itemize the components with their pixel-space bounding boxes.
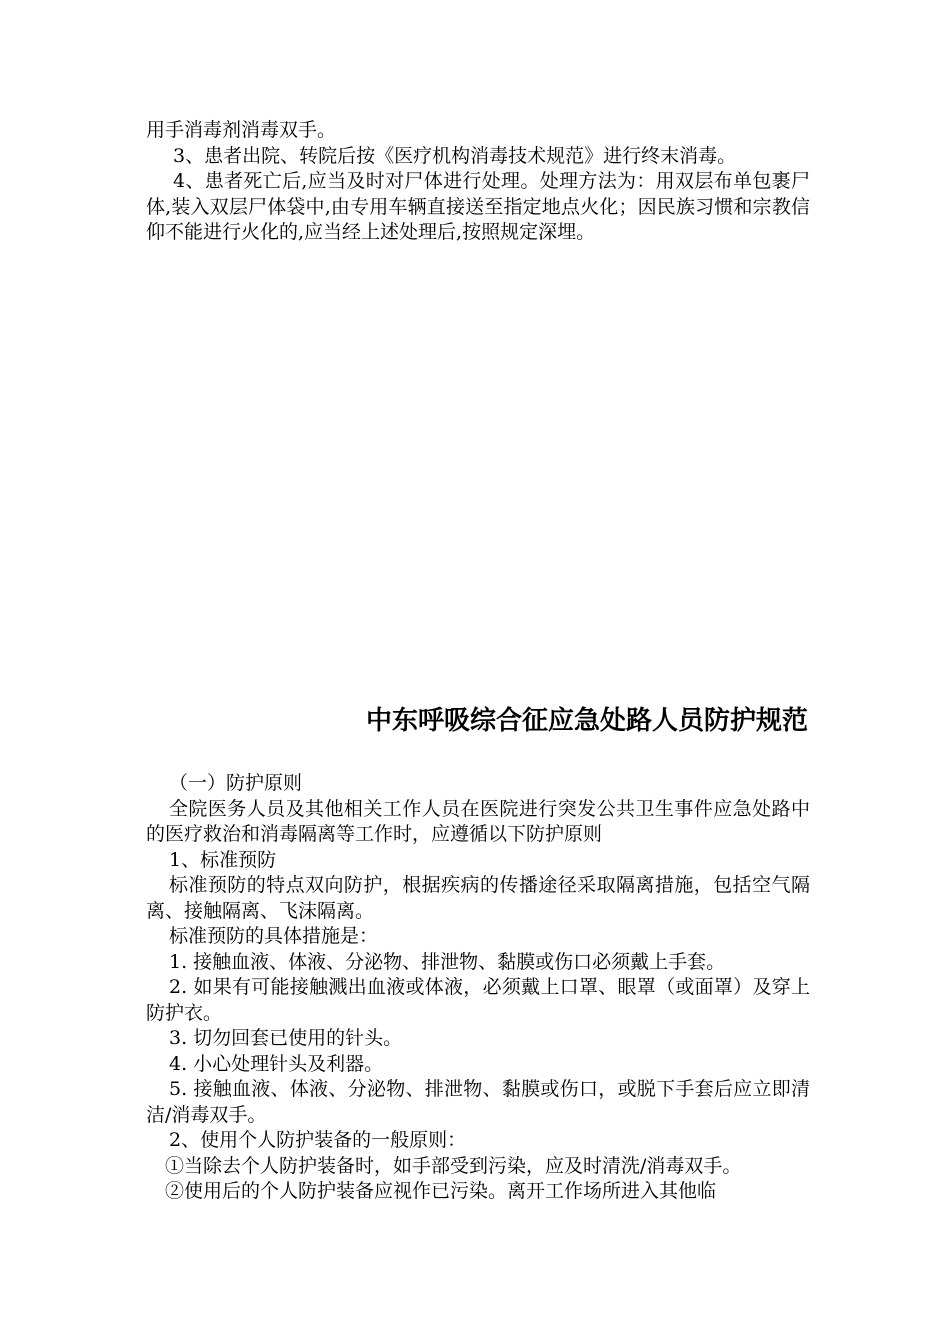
- list-item-needles: 3. 切勿回套已使用的针头。: [169, 1027, 403, 1049]
- paragraph-principles-intro: 全院医务人员及其他相关工作人员在医院进行突发公共卫生事件应急处路中的医疗救治和消毒隔离等工作时，应遵循以下防护原则: [146, 797, 810, 845]
- list-item-ppe-removal: ①当除去个人防护装备时，如手部受到污染，应及时清洗/消毒双手。: [165, 1154, 742, 1177]
- bottom-text-block: [146, 771, 810, 1205]
- top-text-block: [146, 118, 810, 246]
- list-item-hand-hygiene: 5. 接触血液、体液、分泌物、排泄物、黏膜或伤口，或脱下手套后应立即清洁/消毒双手。: [146, 1078, 810, 1126]
- list-item-ppe-contaminated: ②使用后的个人防护装备应视作已污染。离开工作场所进入其他临: [165, 1180, 717, 1202]
- heading-ppe-principles: 2、使用个人防护装备的一般原则：: [169, 1129, 467, 1151]
- paragraph-continuation: 用手消毒剂消毒双手。: [146, 119, 337, 141]
- paragraph-standard-precautions: 标准预防的特点双向防护，根据疾病的传播途径采取隔离措施，包括空气隔离、接触隔离、飞沫隔离。: [146, 874, 810, 922]
- list-item-gloves: 1. 接触血液、体液、分泌物、排泄物、黏膜或伤口必须戴上手套。: [169, 950, 726, 973]
- heading-protection-principles: （一）防护原则: [169, 772, 303, 794]
- paragraph-deceased-handling: 4、患者死亡后,应当及时对尸体进行处理。处理方法为：用双层布单包裹尸体,装入双层尸体袋中,由专用车辆直接送至指定地点火化；因民族习惯和宗教信仰不能进行火化的,应当经上述处理后,按照规定深埋。: [146, 170, 810, 243]
- paragraph-specific-measures: 标准预防的具体措施是：: [169, 925, 379, 947]
- section-title: 中东呼吸综合征应急处路人员防护规范: [365, 706, 808, 736]
- list-item-sharps: 4. 小心处理针头及利器。: [169, 1052, 384, 1075]
- list-item-mask-gown: 2. 如果有可能接触溅出血液或体液，必须戴上口罩、眼罩（或面罩）及穿上防护衣。: [146, 976, 810, 1024]
- heading-standard-precautions: 1、标准预防: [169, 848, 277, 871]
- paragraph-discharge-disinfection: 3、患者出院、转院后按《医疗机构消毒技术规范》进行终末消毒。: [173, 144, 737, 167]
